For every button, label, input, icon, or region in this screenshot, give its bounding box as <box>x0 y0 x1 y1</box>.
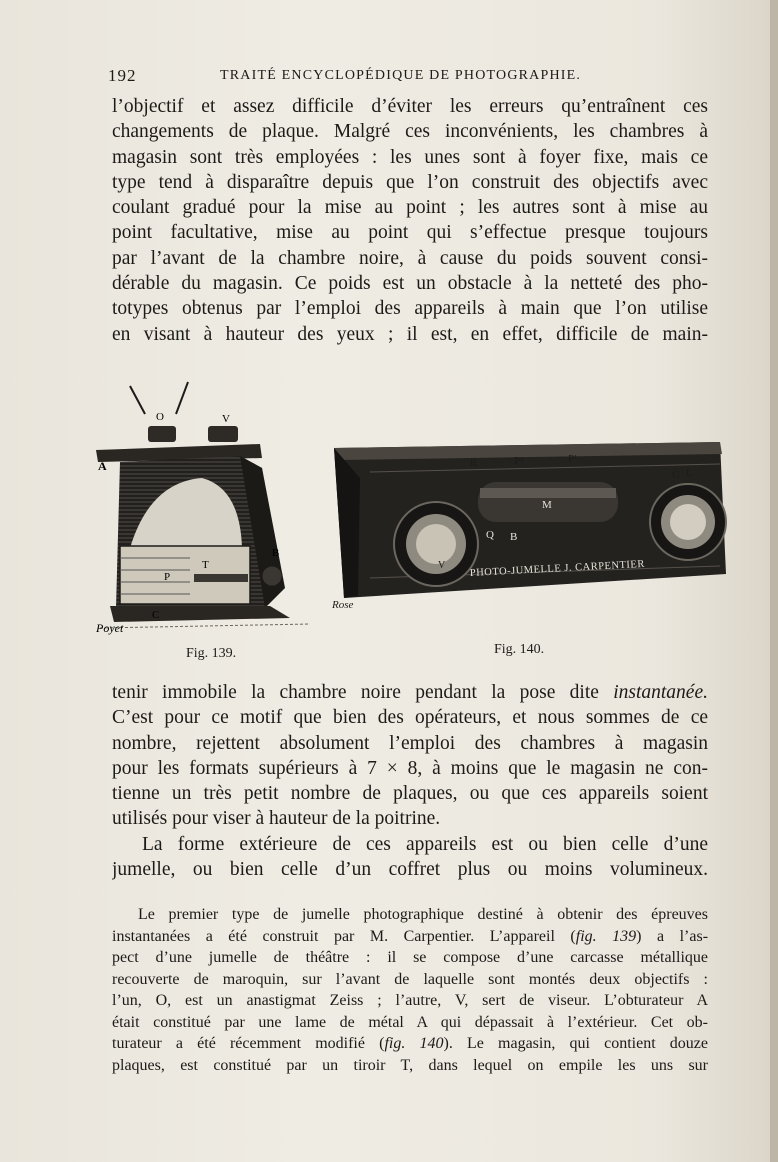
fig139-letter-t: T <box>202 559 209 571</box>
paragraph-small <box>112 904 708 1076</box>
text-line: utilisés pour viser à hauteur de la poitrine. <box>112 808 441 830</box>
fig-reference: fig. 139 <box>575 927 637 945</box>
fig139-signature: Poyet <box>96 621 124 635</box>
fig139-letter-b: B <box>272 547 280 559</box>
page-number: 192 <box>108 66 137 85</box>
fig140-letter-r: R <box>470 457 478 469</box>
paragraph-top <box>112 94 708 347</box>
text-line: dérable du magasin. Ce poids est un obstacle à la netteté des pho- <box>112 273 708 295</box>
text-run: ) a l’as- <box>636 927 708 945</box>
fig140-letter-b: B <box>510 531 518 543</box>
running-title: TRAITÉ ENCYCLOPÉDIQUE DE PHOTOGRAPHIE. <box>220 68 582 83</box>
text-line: en visant à hauteur des yeux ; il est, en effet, difficile de main- <box>112 323 708 345</box>
text-line <box>112 1033 708 1055</box>
fig140-letter-v: V <box>438 560 446 571</box>
fig139-letter-a: A <box>98 459 107 473</box>
text-line: par l’avant de la chambre noire, à cause du poids souvent consi- <box>112 247 708 269</box>
italic-term: instantanée. <box>613 682 708 703</box>
text-line: jumelle, ou bien celle d’un coffret plus ou moins volumineux. <box>112 859 708 881</box>
fig140-letter-g: G <box>672 469 680 481</box>
fig-140-caption: Fig. 140. <box>494 642 545 657</box>
fig139-letter-p: P <box>164 571 171 583</box>
text-line: plaques, est constitué par un tiroir T, dans lequel on empile les uns sur <box>112 1056 708 1074</box>
fig139-letter-o: O <box>156 411 164 423</box>
paragraph-middle <box>112 680 708 832</box>
text-line: coulant gradué pour la mise au point ; les autres sont à mise au <box>112 197 708 219</box>
fig-139-caption: Fig. 139. <box>186 646 237 661</box>
fig-reference: fig. 140 <box>384 1035 444 1052</box>
text-line: La forme extérieure de ces appareils est ou bien celle d’une <box>142 834 708 855</box>
page-edge <box>770 0 778 1162</box>
text-line: était constitué par une lame de métal A qui dépassait à l’extérieur. Cet ob- <box>112 1013 708 1031</box>
text-run: instantanées a été construit par M. Carpentier. L’appareil ( <box>112 927 576 945</box>
text-line: point facultative, mise au point qui s’effectue presque toujours <box>112 222 708 244</box>
text-line <box>112 680 708 705</box>
figure-140-engraving <box>330 438 732 610</box>
text-line: pect d’une jumelle de théâtre : il se compose d’une carcasse métallique <box>112 949 708 966</box>
text-line: l’objectif et assez difficile d’éviter les erreurs qu’entraînent ces <box>112 96 708 117</box>
text-line: l’un, O, est un anastigmat Zeiss ; l’autre, V, sert de viseur. L’obturateur A <box>112 992 708 1009</box>
text-line: C’est pour ce motif que bien des opérateurs, et nous sommes de ce <box>112 707 708 729</box>
fig140-letter-q: Q <box>486 529 494 541</box>
text-line <box>112 926 708 948</box>
figure-139-engraving <box>90 378 325 643</box>
text-line: recouverte de maroquin, sur l’avant de laquelle sont montés deux objectifs : <box>112 970 708 988</box>
fig140-letter-l: L <box>686 467 693 479</box>
text-line: magasin sont très employées : les unes sont à foyer fixe, mais ce <box>112 146 708 168</box>
paragraph-forme <box>112 832 708 883</box>
text-line: totypes obtenus par l’emploi des appareils à main que l’on utilise <box>112 298 708 320</box>
fig139-letter-v: V <box>222 413 230 425</box>
fig140-signature: Rose <box>332 599 354 610</box>
text-line: nombre, rejettent absolument l’emploi des chambres à magasin <box>112 732 708 754</box>
fig139-letter-c: C <box>152 609 160 621</box>
text-run: tenir immobile la chambre noire pendant la pose dite <box>112 682 614 703</box>
fig140-letter-p1: P¹ <box>568 453 578 465</box>
fig140-engraving-text: PHOTO-JUMELLE J. CARPENTIER <box>469 558 646 579</box>
text-line: Le premier type de jumelle photographique destiné à obtenir des épreuves <box>138 906 708 923</box>
text-line: type tend à disparaître depuis que l’on construit des objectifs avec <box>112 171 708 193</box>
text-run: ). Le magasin, qui contient douze <box>443 1035 708 1052</box>
page-header <box>108 66 708 90</box>
fig140-letter-m: M <box>542 499 552 511</box>
text-line: pour les formats supérieurs à 7 × 8, à moins que le magasin ne con- <box>112 757 708 779</box>
fig140-letter-p2: P² <box>514 455 524 467</box>
text-line: tienne un très petit nombre de plaques, ou que ces appareils soient <box>112 783 708 805</box>
text-run: turateur a été récemment modifié ( <box>112 1035 385 1052</box>
text-line: changements de plaque. Malgré ces inconvénients, les chambres à <box>112 121 708 143</box>
